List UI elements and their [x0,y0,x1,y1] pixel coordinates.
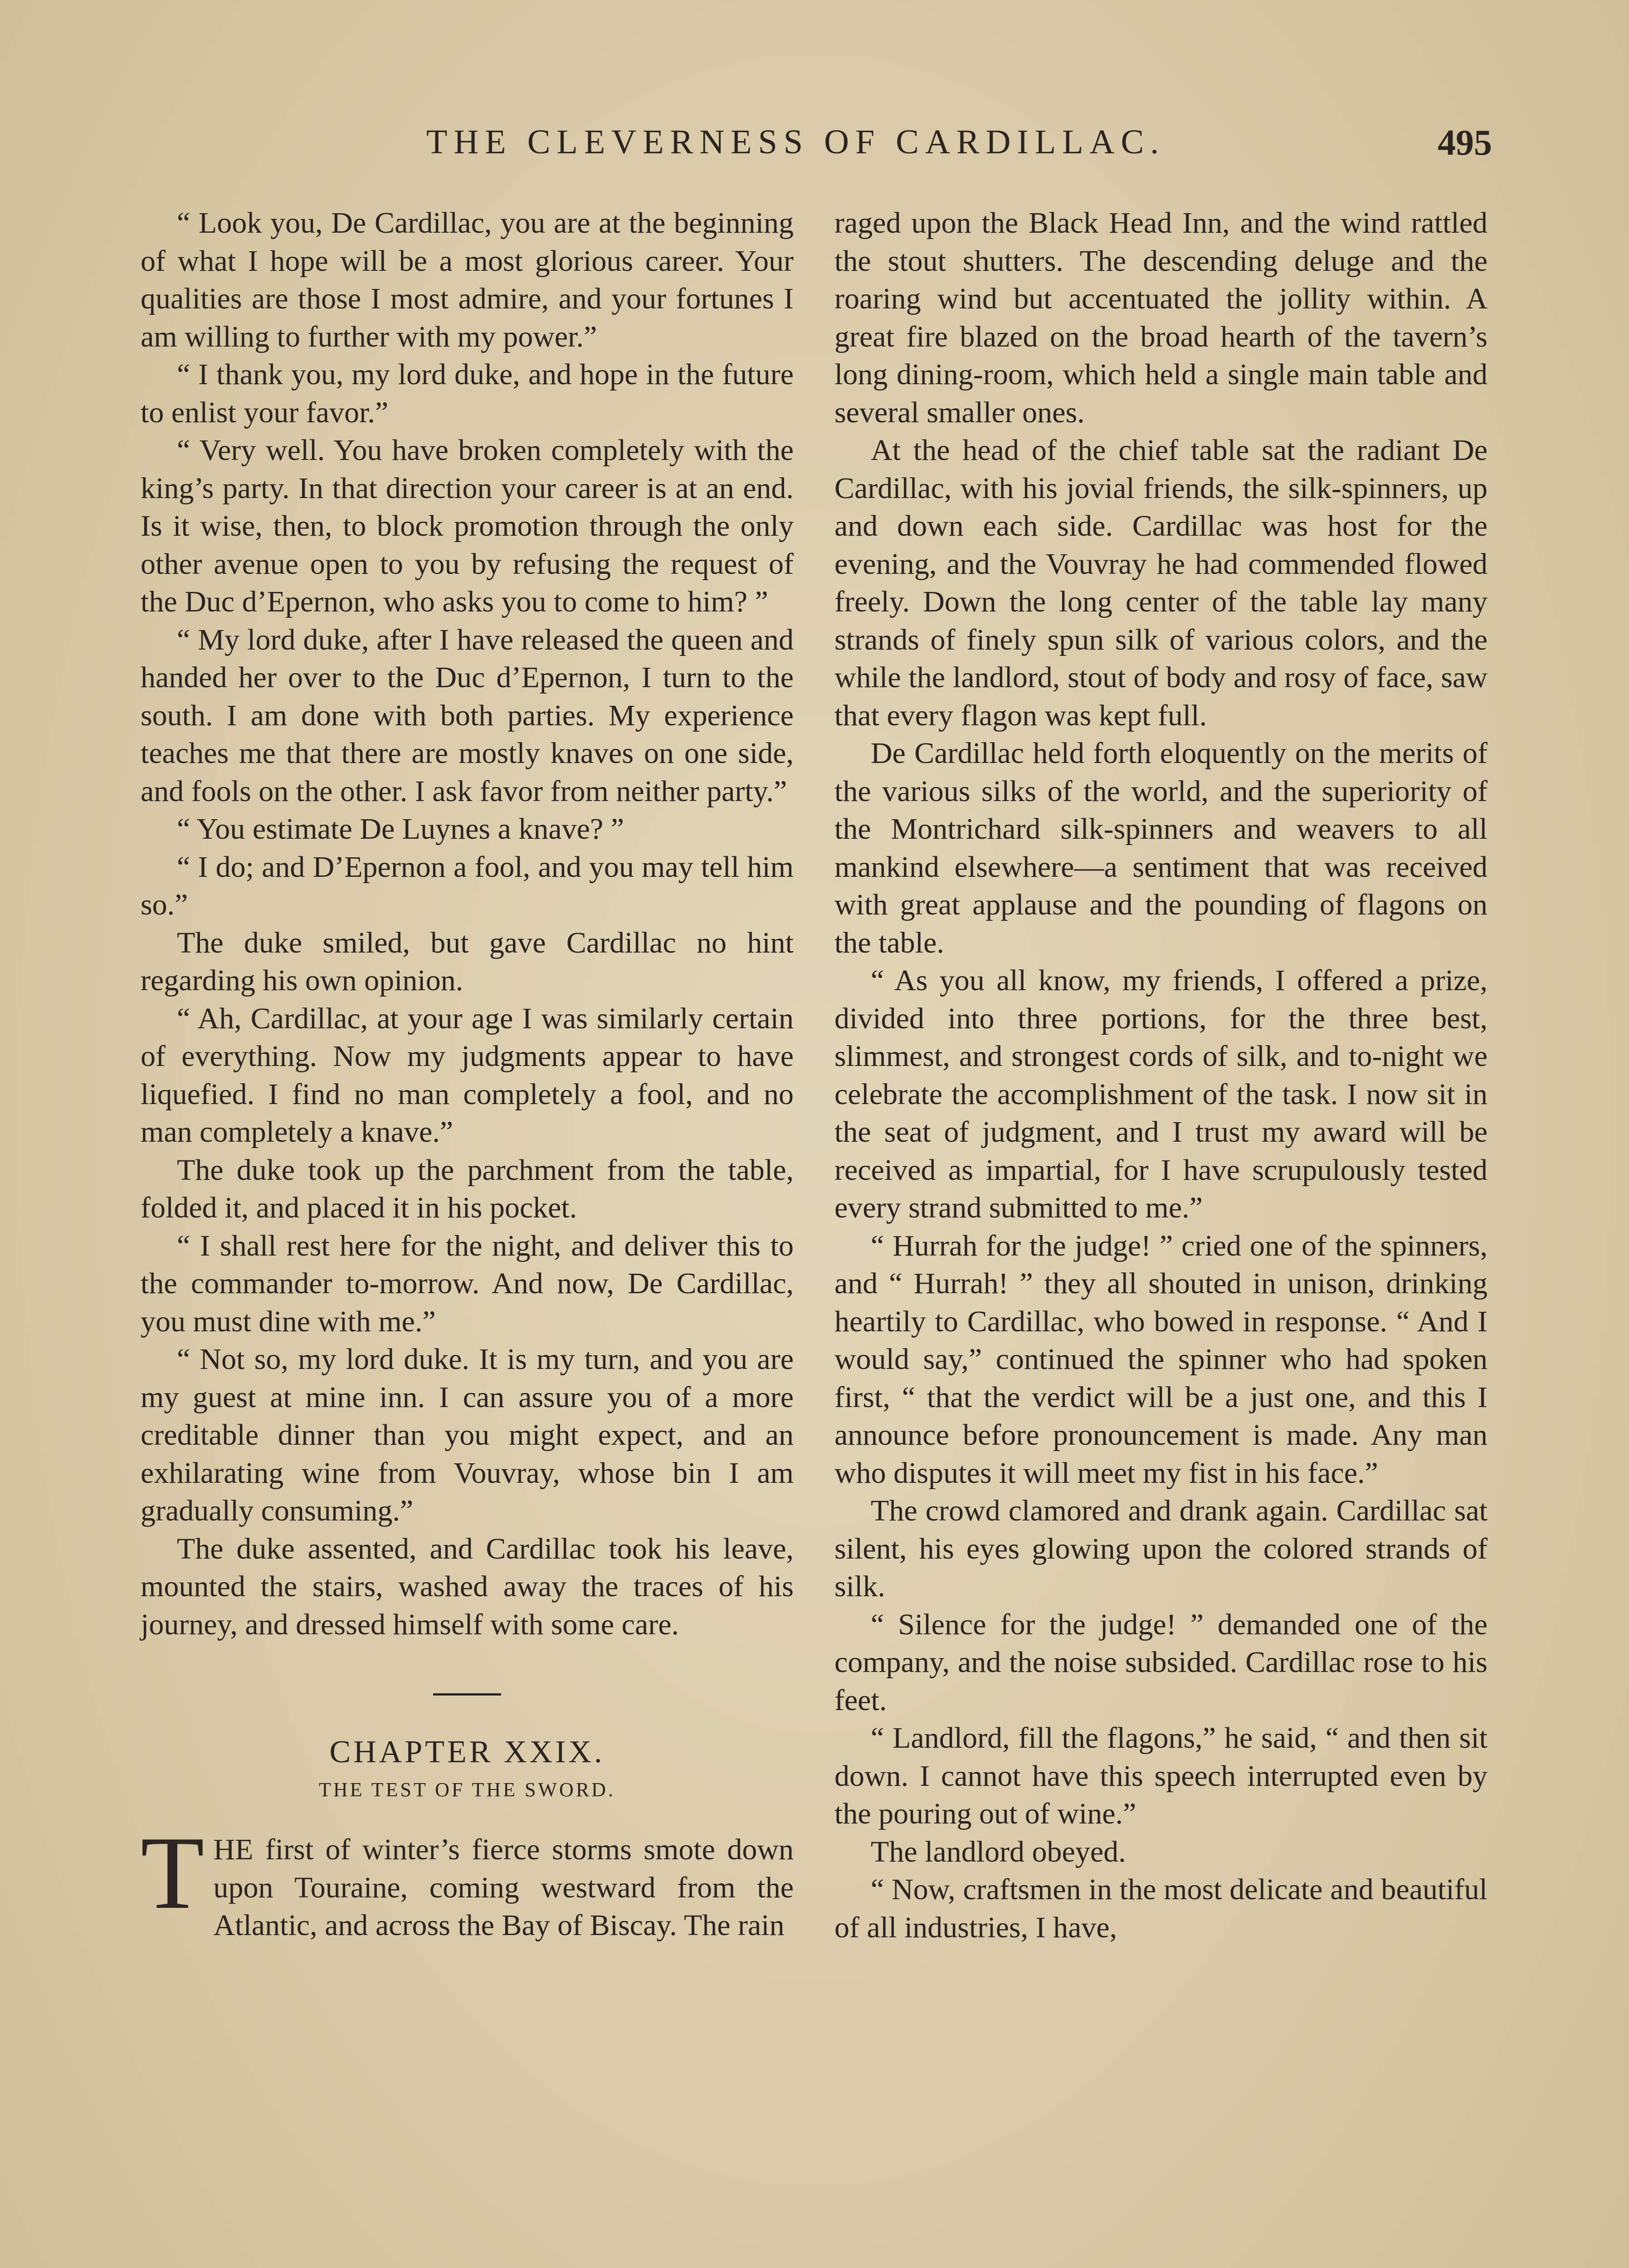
chapter-opening-text: HE first of winter’s fierce storms smote down upon Touraine, coming westward from the Atlantic, and across the Bay of Biscay. The rain [213,1833,794,1942]
chapter-heading: CHAPTER XXIX. [329,1735,605,1769]
paragraph: “ Landlord, fill the flagons,” he said, “ and then sit down. I cannot have this speech interrupted even by the pouring out of wine.” [834,1721,1488,1830]
paragraph: “ I thank you, my lord duke, and hope in the future to enlist your favor.” [141,358,794,429]
paragraph: The duke assented, and Cardillac took his leave, mounted the stairs, washed away the traces of his journey, and dressed himself with some care. [141,1532,794,1641]
paragraph-continuation: raged upon the Black Head Inn, and the wind rattled the stout shutters. The descending deluge and the roaring wind but accentuated the jollity within. A great fire blazed on the broad hearth of the tavern’s long dining-room, which held a single main table and several smaller ones. [834,206,1488,429]
paragraph: At the head of the chief table sat the radiant De Cardillac, with his jovial friends, the silk-spinners, up and down each side. Cardillac was host for the evening, and the Vouvray he had commended flowed freely. Down the long center of the table lay many strands of finely spun silk of various colors, and the while the landlord, stout of body and rosy of face, saw that every flagon was kept full. [834,434,1488,732]
left-column [141,204,794,1945]
page-header [136,122,1492,172]
paragraph: “ I shall rest here for the night, and deliver this to the commander to-morrow. And now, De Cardillac, you must dine with me.” [141,1229,794,1338]
paragraph: “ Hurrah for the judge! ” cried one of the spinners, and “ Hurrah! ” they all shouted in unison, drinking heartily to Cardillac, who bowed in response. “ And I would say,” continued the spinner who had spoken first, “ that the verdict will be a just one, and this I announce before pronouncement is made. Any man who disputes it will meet my fist in his face.” [834,1229,1488,1490]
paragraph: “ Silence for the judge! ” demanded one of the company, and the noise subsided. Cardillac rose to his feet. [834,1608,1488,1717]
right-column [834,204,1488,1946]
paragraph: “ Now, craftsmen in the most delicate and beautiful of all industries, I have, [834,1873,1488,1944]
paragraph: “ Look you, De Cardillac, you are at the beginning of what I hope will be a most glorious career. Your qualities are those I most admire, and your fortunes I am willing to further with my power.” [141,206,794,353]
chapter-subtitle: THE TEST OF THE SWORD. [319,1779,615,1801]
running-title: THE CLEVERNESS OF CARDILLAC. [426,123,1166,161]
paragraph: The crowd clamored and drank again. Cardillac sat silent, his eyes glowing upon the colored strands of silk. [834,1494,1488,1603]
paragraph: “ As you all know, my friends, I offered a prize, divided into three portions, for the three best, slimmest, and strongest cords of silk, and to-night we celebrate the accomplishment of the task. I now sit in the seat of judgment, and I trust my award will be received as impartial, for I have scrupulously tested every strand submitted to me.” [834,964,1488,1224]
section-divider [433,1693,501,1696]
page-number: 495 [1438,123,1492,163]
paragraph: “ Ah, Cardillac, at your age I was similarly certain of everything. Now my judgments appear to have liquefied. I find no man completely a fool, and no man completely a knave.” [141,1002,794,1149]
paragraph: The landlord obeyed. [871,1835,1126,1868]
paragraph: De Cardillac held forth eloquently on the merits of the various silks of the world, and the superiority of the Montrichard silk-spinners and weavers to all mankind elsewhere—a sentiment that was received with great applause and the pounding of flagons on the table. [834,737,1488,959]
paragraph: “ Not so, my lord duke. It is my turn, and you are my guest at mine inn. I can assure you of a more creditable dinner than you might expect, and an exhilarating wine from Vouvray, whose bin I am gradually consuming.” [141,1343,794,1527]
paragraph: “ You estimate De Luynes a knave? ” [177,812,624,846]
paragraph: “ I do; and D’Epernon a fool, and you may tell him so.” [141,850,794,921]
paragraph: The duke took up the parchment from the table, folded it, and placed it in his pocket. [141,1153,794,1224]
paragraph: “ My lord duke, after I have released the queen and handed her over to the Duc d’Epernon, I turn to the south. I am done with both parties. My experience teaches me that there are mostly knaves on one side, and fools on the other. I ask favor from neither party.” [141,623,794,808]
paragraph: “ Very well. You have broken completely with the king’s party. In that direction your career is at an end. Is it wise, then, to block promotion through the only other avenue open to you by refusing the request of the Duc d’Epernon, who asks you to come to him? ” [141,434,794,618]
paragraph: The duke smiled, but gave Cardillac no hint regarding his own opinion. [141,926,794,997]
chapter-opening-paragraph [141,1815,794,1945]
drop-cap: T [141,1815,205,1931]
